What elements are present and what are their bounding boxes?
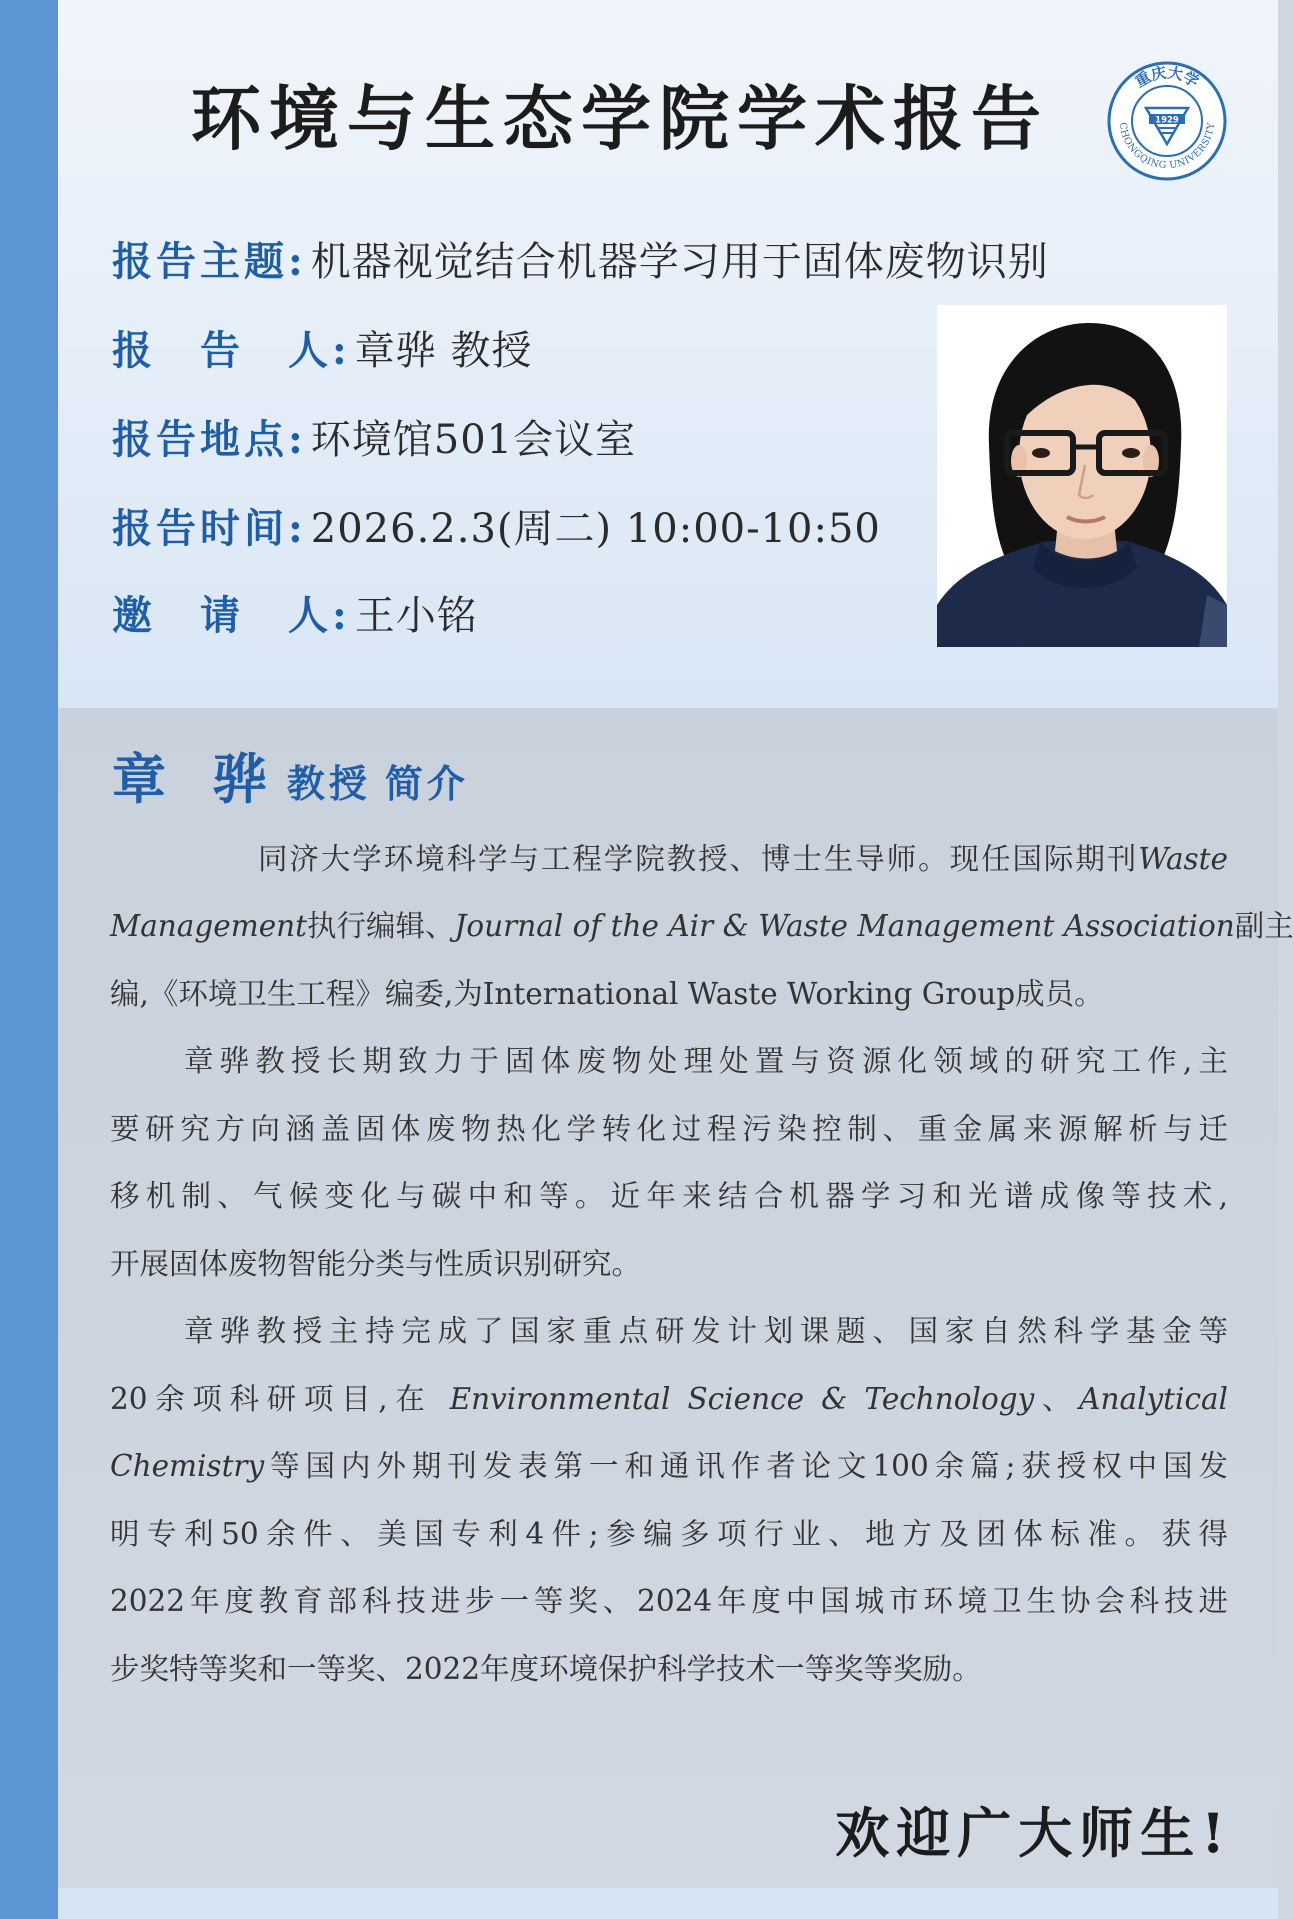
location-label: 报告地点: xyxy=(112,416,307,463)
seal-text-bottom: CHONGQING UNIVERSITY xyxy=(1116,121,1218,172)
speaker-label: 报 告 人: xyxy=(112,327,351,374)
speaker-value: 章骅 教授 xyxy=(354,328,533,374)
bio-line: 编,《环境卫生工程》编委,为International Waste Working Group成员。 xyxy=(110,976,1104,1011)
bio-heading xyxy=(112,746,469,811)
bio-intro: 简介 xyxy=(384,761,469,806)
bio-line: 要研究方向涵盖固体废物热化学转化过程污染控制、重金属来源解析与迁 xyxy=(110,1111,1228,1146)
info-time xyxy=(112,499,881,559)
bio-line: 20余项科研项目,在 Environmental Science & Technology、Analytical xyxy=(110,1381,1228,1416)
bio-line: 开展固体废物智能分类与性质识别研究。 xyxy=(110,1246,642,1281)
location-value: 环境馆501会议室 xyxy=(310,417,637,463)
bio-line: 2022年度教育部科技进步一等奖、2024年度中国城市环境卫生协会科技进 xyxy=(110,1584,1228,1619)
bottom-strip xyxy=(58,1888,1278,1919)
bio-line: 同济大学环境科学与工程学院教授、博士生导师。现任国际期刊Waste xyxy=(258,841,1228,876)
speaker-photo xyxy=(937,305,1227,647)
bio-title: 教授 xyxy=(286,761,371,806)
info-topic xyxy=(112,232,1049,292)
left-stripe xyxy=(0,0,58,1919)
bio-line: Chemistry等国内外期刊发表第一和通讯作者论文100余篇;获授权中国发 xyxy=(110,1449,1228,1484)
poster-title: 环境与生态学院学术报告 xyxy=(191,77,1049,160)
info-inviter xyxy=(112,586,478,646)
bio-body xyxy=(110,823,1294,1701)
bio-line: 明专利50余件、美国专利4件;参编多项行业、地方及团体标准。获得 xyxy=(110,1516,1228,1551)
time-label: 报告时间: xyxy=(112,505,307,552)
seal-text-top: 重庆大学 xyxy=(1131,63,1203,91)
bio-line: Management执行编辑、Journal of the Air & Waste Management Association副主 xyxy=(110,909,1294,944)
bio-line: 移机制、气候变化与碳中和等。近年来结合机器学习和光谱成像等技术, xyxy=(110,1179,1228,1214)
bio-name: 章 骅 xyxy=(112,747,281,811)
welcome-text: 欢迎广大师生! xyxy=(835,1801,1232,1865)
time-value: 2026.2.3(周二) 10:00-10:50 xyxy=(310,506,881,552)
info-speaker xyxy=(112,321,532,381)
chongqing-university-seal-icon xyxy=(1106,60,1228,182)
seal-year: 1929 xyxy=(1155,115,1179,126)
bio-line: 章骅教授长期致力于固体废物处理处置与资源化领域的研究工作,主 xyxy=(184,1044,1228,1079)
inviter-value: 王小铭 xyxy=(354,593,478,639)
inviter-label: 邀 请 人: xyxy=(112,592,351,639)
topic-label: 报告主题: xyxy=(112,238,307,285)
bio-line: 步奖特等奖和一等奖、2022年度环境保护科学技术一等奖等奖励。 xyxy=(110,1651,982,1686)
bio-line: 章骅教授主持完成了国家重点研发计划课题、国家自然科学基金等 xyxy=(184,1314,1228,1349)
info-location xyxy=(112,410,636,470)
topic-value: 机器视觉结合机器学习用于固体废物识别 xyxy=(310,239,1049,285)
